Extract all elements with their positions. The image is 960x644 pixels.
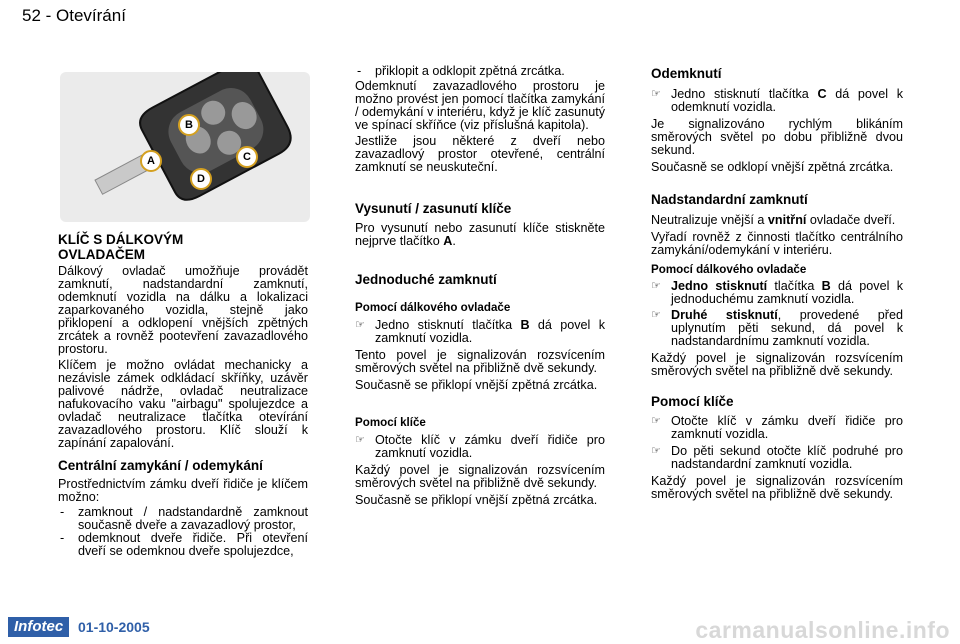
paragraph: Současně se přiklopí vnější zpětná zrcátka. — [355, 493, 598, 507]
subheading-key: Pomocí klíče — [355, 416, 426, 429]
key-label-a: A — [140, 150, 162, 172]
text: Jedno stisknutí tlačítka — [671, 87, 818, 101]
watermark: carmanualsonline.info — [695, 617, 950, 643]
paragraph — [651, 214, 903, 227]
list-item — [58, 532, 308, 558]
list-item — [651, 88, 903, 114]
page-footer — [0, 617, 960, 643]
list-item — [355, 319, 605, 345]
key-ref: B — [520, 318, 530, 332]
page-title: 52 - Otevírání — [22, 6, 126, 25]
text: Jedno stisknutí tlačítka — [375, 318, 521, 332]
paragraph: Jestliže jsou některé z dveří nebo zavazadlový prostor otevřené, centrální zamknutí se neuskuteční. — [355, 134, 605, 174]
section-heading-jednoduche: Jednoduché zamknutí — [355, 272, 497, 287]
paragraph: Prostřednictvím zámku dveří řidiče je klíčem možno: — [58, 477, 308, 504]
text: Otočte klíč v zámku dveří řidiče pro zamknutí vozidla. — [375, 433, 605, 460]
text: , provedené před uplynutím pěti sekund, dá povel k nadstandardnímu zamknutí vozidla. — [671, 308, 903, 348]
dash-mark: - — [357, 64, 362, 78]
key-label-c: C — [236, 146, 258, 168]
list-item — [355, 434, 605, 460]
key-ref: A — [443, 234, 453, 248]
column-1 — [58, 232, 308, 558]
paragraph — [355, 222, 605, 248]
key-fob-image — [60, 72, 310, 222]
section-heading-odemknuti: Odemknutí — [651, 66, 722, 81]
hand-pointer-icon: ☞ — [651, 88, 661, 100]
list-item-text: odemknout dveře řidiče. Při otevření dveří se odemknou dveře spolujezdce, — [78, 531, 308, 558]
footer-date: 01-10-2005 — [78, 619, 150, 635]
paragraph: Dálkový ovladač umožňuje provádět zamknutí, nadstandardní zamknutí, odemknutí vozidla na dálku a lokalizaci zaparkovaného vozidla, stejně jako přiklopení a odklopení vnějších zpětných zrcátek a rovněž pootevření zavazadlového prostoru. — [58, 264, 308, 356]
paragraph: Odemknutí zavazadlového prostoru je možno provést jen pomocí tlačítka zamykání / odemykání v interiéru, když je klíč zasunutý ve spínací skříňce (viz příslušná kapitola). — [355, 79, 605, 132]
list-item — [651, 445, 903, 471]
text: dá povel k jednoduchému zamknutí vozidla. — [671, 279, 903, 306]
paragraph: Každý povel je signalizován rozsvícením směrových světel na přibližně dvě sekundy. — [651, 351, 903, 378]
column-2 — [355, 65, 605, 507]
bold-text: Druhé stisknutí — [671, 308, 778, 322]
hand-pointer-icon: ☞ — [651, 309, 661, 321]
key-ref: B — [821, 279, 831, 293]
text: tlačítka — [767, 279, 822, 293]
text: . — [452, 234, 456, 248]
text: Do pěti sekund otočte klíč podruhé pro nadstandardní zamknutí vozidla. — [671, 444, 903, 471]
text: dá povel k odemknutí vozidla. — [671, 87, 903, 114]
list-item — [651, 309, 903, 348]
key-ref: C — [817, 87, 827, 101]
key-fob-drawing — [60, 72, 310, 222]
infotec-logo: Infotec — [8, 617, 69, 637]
list-item-text: zamknout / nadstandardně zamknout současně dveře a zavazadlový prostor, — [78, 505, 308, 532]
list-item — [58, 506, 308, 532]
list-item — [651, 415, 903, 441]
list-item-text: přiklopit a odklopit zpětná zrcátka. — [375, 64, 565, 78]
section-heading-vysunuti: Vysunutí / zasunutí klíče — [355, 201, 512, 216]
paragraph: Klíčem je možno ovládat mechanicky a nezávisle zámek odkládací skříňky, uzávěr palivové nádrže, ovladač neutralizace nafukovacího vaku "airbagu" spolujezdce a ovladač neutralizace tlačítka otevírání zavazadlového prostoru. Klíč slouží k zapínání zapalování. — [58, 358, 308, 450]
hand-pointer-icon: ☞ — [651, 445, 661, 457]
text: dá povel k zamknutí vozidla. — [375, 318, 605, 345]
hand-pointer-icon: ☞ — [355, 434, 365, 446]
key-label-d: D — [190, 168, 212, 190]
hand-pointer-icon: ☞ — [651, 280, 661, 292]
column-3 — [651, 66, 903, 501]
paragraph: Tento povel je signalizován rozsvícením směrových světel na přibližně dvě sekundy. — [355, 348, 605, 375]
text: Neutralizuje vnější a — [651, 213, 768, 227]
list-item — [651, 280, 903, 306]
paragraph: Současně se odklopí vnější zpětná zrcátka. — [651, 160, 894, 174]
paragraph: Je signalizováno rychlým blikáním směrových světel po dobu přibližně dvou sekund. — [651, 117, 903, 157]
hand-pointer-icon: ☞ — [651, 415, 661, 427]
section-heading-nadstandard: Nadstandardní zamknutí — [651, 192, 808, 207]
dash-mark: - — [60, 531, 65, 545]
bold-text: vnitřní — [767, 213, 807, 227]
dash-mark: - — [60, 505, 65, 519]
paragraph: Každý povel je signalizován rozsvícením směrových světel na přibližně dvě sekundy. — [651, 474, 903, 501]
key-label-b: B — [178, 114, 200, 136]
paragraph: Každý povel je signalizován rozsvícením směrových světel na přibližně dvě sekundy. — [355, 463, 605, 490]
paragraph: Vyřadí rovněž z činnosti tlačítko centrálního zamykání/odemykání v interiéru. — [651, 230, 903, 257]
subheading-remote: Pomocí dálkového ovladače — [355, 301, 511, 314]
section-heading-klic: Pomocí klíče — [651, 394, 734, 409]
subheading-remote: Pomocí dálkového ovladače — [651, 263, 807, 276]
bold-text: Jedno stisknutí — [671, 279, 768, 293]
text: ovladače dveří. — [806, 213, 896, 227]
list-item — [355, 65, 605, 78]
section-heading-central: Centrální zamykání / odemykání — [58, 458, 263, 473]
section-heading-key: KLÍČ S DÁLKOVÝM OVLADAČEM — [58, 232, 184, 262]
hand-pointer-icon: ☞ — [355, 319, 365, 331]
text: Pro vysunutí nebo zasunutí klíče stiskněte nejprve tlačítko — [355, 221, 605, 248]
paragraph: Současně se přiklopí vnější zpětná zrcátka. — [355, 378, 598, 392]
text: Otočte klíč v zámku dveří řidiče pro zamknutí vozidla. — [671, 414, 903, 441]
